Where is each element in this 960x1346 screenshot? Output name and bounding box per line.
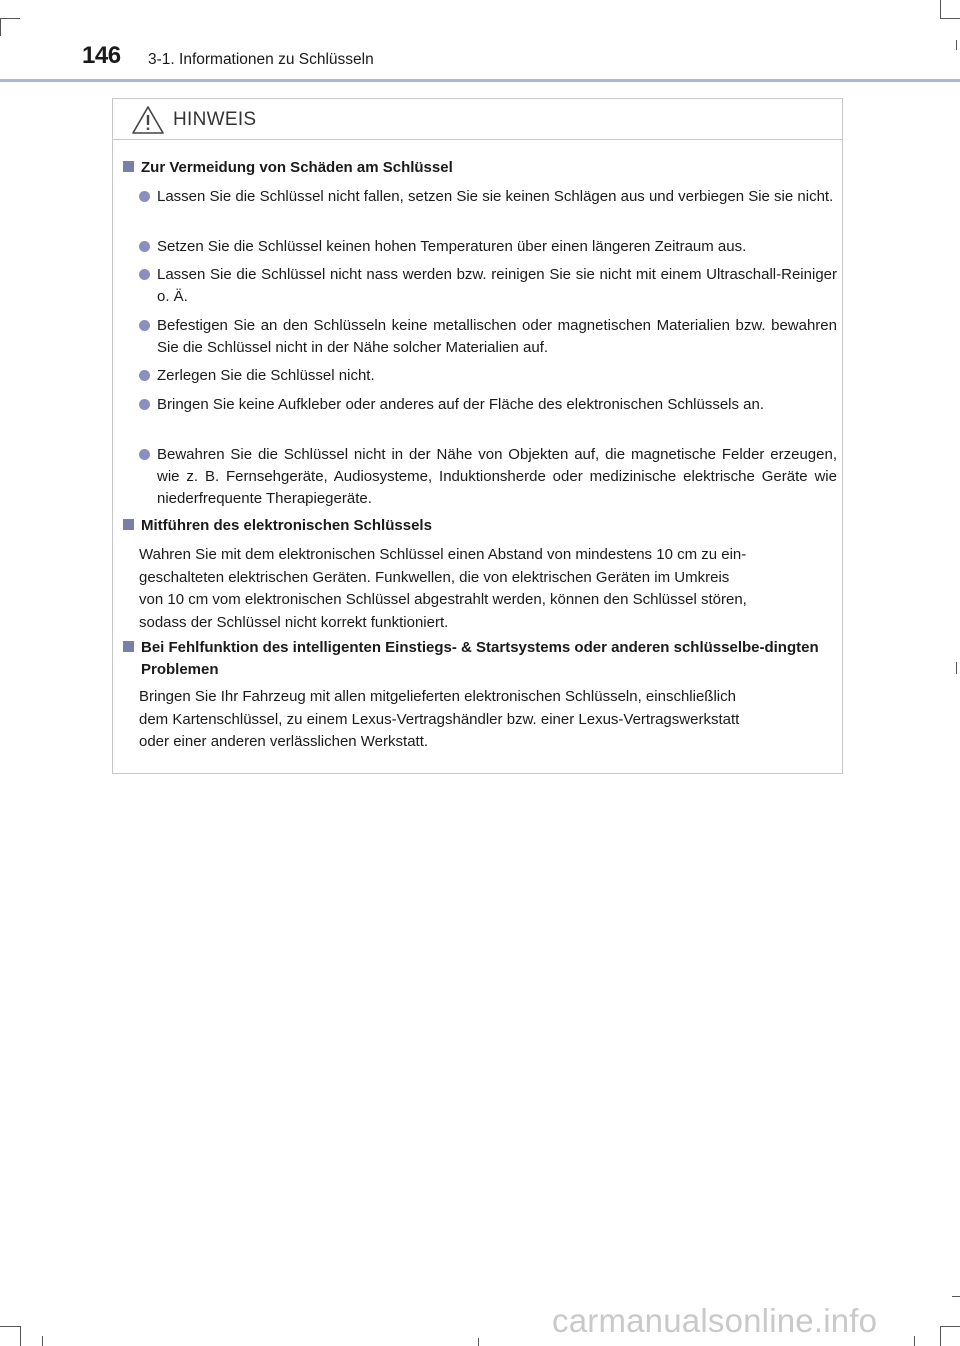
crop-mark	[42, 1336, 43, 1346]
section-marker-icon	[123, 641, 134, 652]
notice-box	[112, 98, 843, 774]
bullet-icon	[139, 191, 150, 202]
bullet-icon	[139, 399, 150, 410]
section-marker-icon	[123, 161, 134, 172]
list-item: Befestigen Sie an den Schlüsseln keine metallischen oder magnetischen Materialien bzw. bewahren Sie die Schlüssel nicht in der Nähe solcher Materialien auf.	[139, 315, 837, 359]
crop-mark	[940, 1326, 941, 1346]
section-heading: Zur Vermeidung von Schäden am Schlüssel	[123, 157, 835, 179]
bullet-icon	[139, 449, 150, 460]
list-item: Zerlegen Sie die Schlüssel nicht.	[139, 365, 837, 387]
crop-mark	[478, 1338, 479, 1346]
section-heading: Mitführen des elektronischen Schlüssels	[123, 515, 835, 537]
chapter-title: 3-1. Informationen zu Schlüsseln	[148, 51, 374, 68]
list-item: Setzen Sie die Schlüssel keinen hohen Temperaturen über einen längeren Zeitraum aus.	[139, 236, 837, 258]
crop-mark	[940, 1326, 960, 1327]
notice-header	[113, 99, 842, 140]
notice-title: HINWEIS	[173, 109, 257, 130]
crop-mark	[956, 662, 957, 674]
list-item: Bringen Sie keine Aufkleber oder anderes auf der Fläche des elektronischen Schlüssels an.	[139, 394, 837, 416]
list-item: Lassen Sie die Schlüssel nicht fallen, setzen Sie sie keinen Schlägen aus und verbiegen Sie sie nicht.	[139, 186, 837, 208]
bullet-icon	[139, 370, 150, 381]
watermark: carmanualsonline.info	[552, 1302, 878, 1339]
paragraph: Bringen Sie Ihr Fahrzeug mit allen mitgelieferten elektronischen Schlüsseln, einschließlich dem Kartenschlüssel, zu einem Lexus-Vertragshändler bzw. einer Lexus-Vertragswerkstatt oder einer anderen verlässlichen Werkstatt.	[139, 688, 740, 750]
section-marker-icon	[123, 519, 134, 530]
page-header	[0, 0, 960, 82]
list-item: Bewahren Sie die Schlüssel nicht in der Nähe von Objekten auf, die magnetische Felder erzeugen, wie z. B. Fernsehgeräte, Audiosysteme, Induktionsherde oder medizinische elektrische Geräte wie niederfrequente Therapiegeräte.	[139, 444, 837, 510]
bullet-icon	[139, 241, 150, 252]
list-item: Lassen Sie die Schlüssel nicht nass werden bzw. reinigen Sie sie nicht mit einem Ultraschall-Reiniger o. Ä.	[139, 264, 837, 308]
section-heading: Bei Fehlfunktion des intelligenten Einstiegs- & Startsystems oder anderen schlüsselbe-dingten Problemen	[123, 637, 835, 681]
warning-triangle-icon	[131, 105, 165, 135]
header-rule	[0, 79, 960, 82]
crop-mark	[20, 1326, 21, 1346]
crop-mark	[952, 1296, 960, 1297]
crop-mark	[0, 1326, 20, 1327]
crop-mark	[914, 1336, 915, 1346]
page-number: 146	[82, 42, 121, 69]
paragraph: Wahren Sie mit dem elektronischen Schlüssel einen Abstand von mindestens 10 cm zu ein- geschalteten elektrischen Geräten. Funkwellen, die von elektrischen Geräten im Umkreis von 10 cm vom elektronischen Schlüssel abgestrahlt werden, können den Schlüssel stören, sodass der Schlüssel nicht korrekt funktioniert.	[139, 546, 747, 631]
bullet-icon	[139, 320, 150, 331]
bullet-icon	[139, 269, 150, 280]
